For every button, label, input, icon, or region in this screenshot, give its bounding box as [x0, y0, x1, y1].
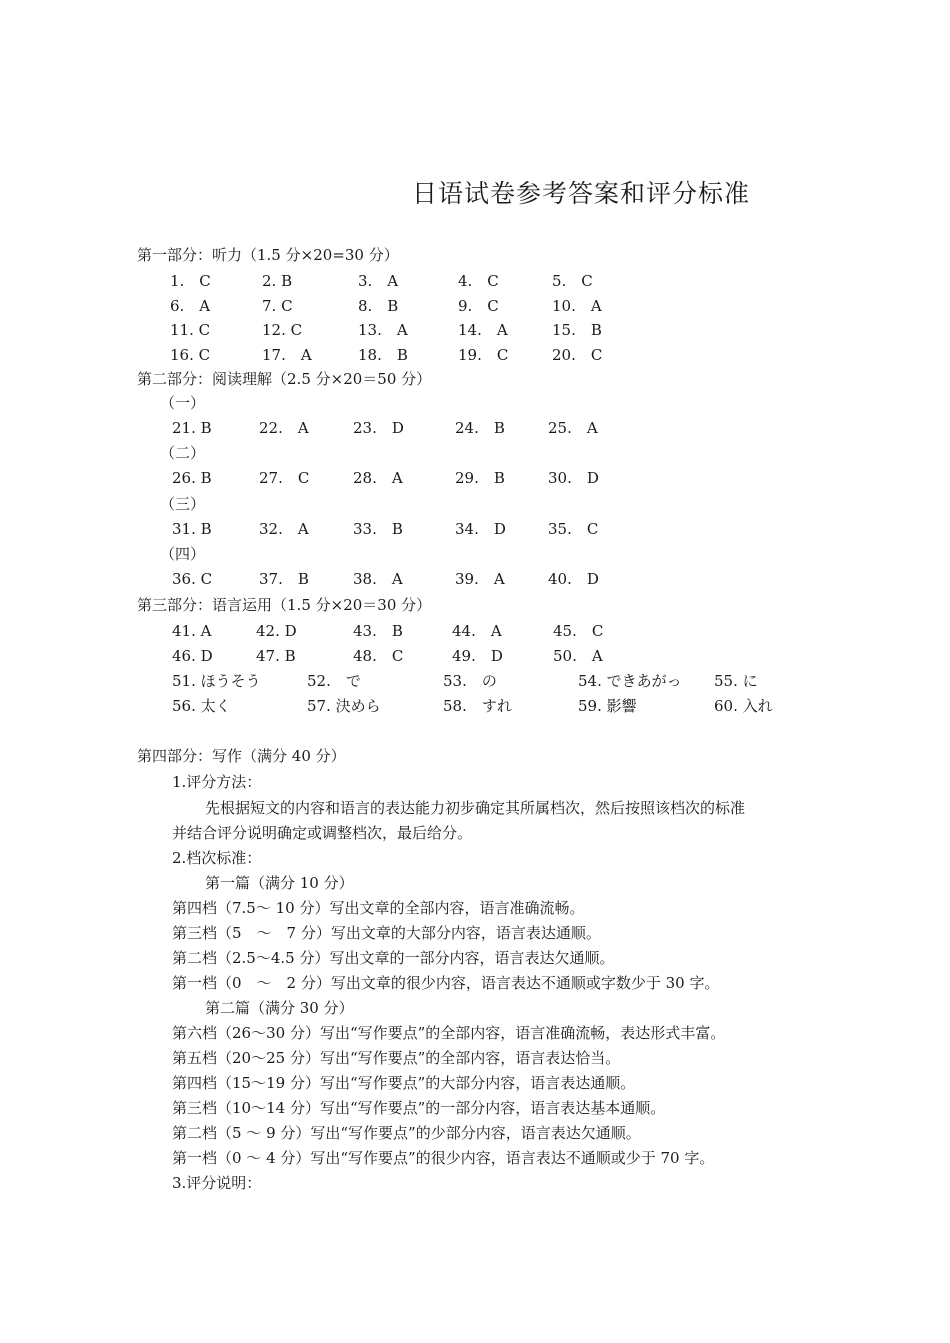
part2-section-label: （二） — [160, 444, 206, 462]
essay2-level: 第四档（15～19 分）写出“写作要点”的大部分内容，语言表达通顺。 — [172, 1074, 636, 1092]
language-use-answer: 43. B — [353, 622, 403, 640]
reading-answer: 27. C — [259, 469, 310, 487]
essay1-level: 第二档（2.5～4.5 分）写出文章的一部分内容，语言表达欠通顺。 — [172, 949, 615, 967]
reading-answer: 35. C — [548, 520, 599, 538]
listening-answer: 11. C — [170, 321, 211, 339]
language-use-answer: 47. B — [256, 647, 296, 665]
essay2-level: 第二档（5 ～ 9 分）写出“写作要点”的少部分内容，语言表达欠通顺。 — [172, 1124, 641, 1142]
language-use-answer: 51. ほうそう — [172, 672, 261, 690]
reading-answer: 21. B — [172, 419, 212, 437]
language-use-answer: 60. 入れ — [714, 697, 773, 715]
language-use-answer: 46. D — [172, 647, 213, 665]
scoring-method-text: 先根据短文的内容和语言的表达能力初步确定其所属档次，然后按照该档次的标准 — [205, 799, 746, 817]
reading-answer: 32. A — [259, 520, 309, 538]
language-use-answer: 45. C — [553, 622, 604, 640]
reading-answer: 37. B — [259, 570, 309, 588]
listening-answer: 4. C — [458, 272, 499, 290]
reading-answer: 36. C — [172, 570, 213, 588]
part3-heading: 第三部分：语言运用（1.5 分×20＝30 分） — [137, 596, 432, 614]
reading-answer: 22. A — [259, 419, 309, 437]
language-use-answer: 44. A — [452, 622, 502, 640]
listening-answer: 7. C — [262, 297, 293, 315]
language-use-answer: 49. D — [452, 647, 503, 665]
part1-heading: 第一部分：听力（1.5 分×20=30 分） — [137, 246, 399, 264]
part2-section-label: （一） — [160, 394, 206, 412]
listening-answer: 15. B — [552, 321, 602, 339]
listening-answer: 2. B — [262, 272, 293, 290]
scoring-method-title: 1.评分方法： — [172, 773, 262, 791]
listening-answer: 8. B — [358, 297, 399, 315]
level-standard-title: 2.档次标准： — [172, 849, 262, 867]
listening-answer: 18. B — [358, 346, 408, 364]
listening-answer: 10. A — [552, 297, 602, 315]
reading-answer: 25. A — [548, 419, 598, 437]
language-use-answer: 42. D — [256, 622, 297, 640]
part2-heading: 第二部分：阅读理解（2.5 分×20＝50 分） — [137, 370, 432, 388]
essay1-level: 第三档（5 ～ 7 分）写出文章的大部分内容，语言表达通顺。 — [172, 924, 601, 942]
essay2-level: 第一档（0 ～ 4 分）写出“写作要点”的很少内容，语言表达不通顺或少于 70 字。 — [172, 1149, 715, 1167]
essay2-level: 第五档（20～25 分）写出“写作要点”的全部内容，语言表达恰当。 — [172, 1049, 621, 1067]
language-use-answer: 55. に — [714, 672, 758, 690]
reading-answer: 40. D — [548, 570, 599, 588]
listening-answer: 14. A — [458, 321, 508, 339]
scoring-notes-title: 3.评分说明： — [172, 1174, 262, 1192]
language-use-answer: 57. 決めら — [307, 697, 381, 715]
reading-answer: 34. D — [455, 520, 506, 538]
listening-answer: 5. C — [552, 272, 593, 290]
listening-answer: 13. A — [358, 321, 408, 339]
language-use-answer: 54. できあがっ — [578, 672, 682, 690]
listening-answer: 3. A — [358, 272, 399, 290]
language-use-answer: 53. の — [443, 672, 497, 690]
language-use-answer: 59. 影響 — [578, 697, 637, 715]
essay1-level: 第一档（0 ～ 2 分）写出文章的很少内容，语言表达不通顺或字数少于 30 字。 — [172, 974, 720, 992]
listening-answer: 16. C — [170, 346, 211, 364]
scoring-method-text: 并结合评分说明确定或调整档次，最后给分。 — [172, 824, 473, 842]
listening-answer: 6. A — [170, 297, 211, 315]
reading-answer: 39. A — [455, 570, 505, 588]
reading-answer: 24. B — [455, 419, 505, 437]
essay2-level: 第六档（26～30 分）写出“写作要点”的全部内容，语言准确流畅，表达形式丰富。 — [172, 1024, 726, 1042]
essay2-title: 第二篇（满分 30 分） — [205, 999, 354, 1017]
reading-answer: 33. B — [353, 520, 403, 538]
essay1-title: 第一篇（满分 10 分） — [205, 874, 354, 892]
reading-answer: 29. B — [455, 469, 505, 487]
essay1-level: 第四档（7.5～ 10 分）写出文章的全部内容，语言准确流畅。 — [172, 899, 585, 917]
reading-answer: 31. B — [172, 520, 212, 538]
reading-answer: 26. B — [172, 469, 212, 487]
listening-answer: 17. A — [262, 346, 312, 364]
language-use-answer: 56. 太く — [172, 697, 231, 715]
listening-answer: 19. C — [458, 346, 509, 364]
essay2-level: 第三档（10～14 分）写出“写作要点”的一部分内容，语言表达基本通顺。 — [172, 1099, 666, 1117]
listening-answer: 1. C — [170, 272, 211, 290]
language-use-answer: 41. A — [172, 622, 212, 640]
language-use-answer: 52. で — [307, 672, 361, 690]
language-use-answer: 50. A — [553, 647, 603, 665]
listening-answer: 12. C — [262, 321, 303, 339]
reading-answer: 28. A — [353, 469, 403, 487]
reading-answer: 30. D — [548, 469, 599, 487]
part2-section-label: （三） — [160, 495, 206, 513]
reading-answer: 38. A — [353, 570, 403, 588]
language-use-answer: 48. C — [353, 647, 404, 665]
part4-heading: 第四部分：写作（满分 40 分） — [137, 747, 346, 765]
page-title: 日语试卷参考答案和评分标准 — [412, 179, 751, 208]
listening-answer: 20. C — [552, 346, 603, 364]
language-use-answer: 58. すれ — [443, 697, 512, 715]
part2-section-label: （四） — [160, 545, 206, 563]
listening-answer: 9. C — [458, 297, 499, 315]
reading-answer: 23. D — [353, 419, 404, 437]
